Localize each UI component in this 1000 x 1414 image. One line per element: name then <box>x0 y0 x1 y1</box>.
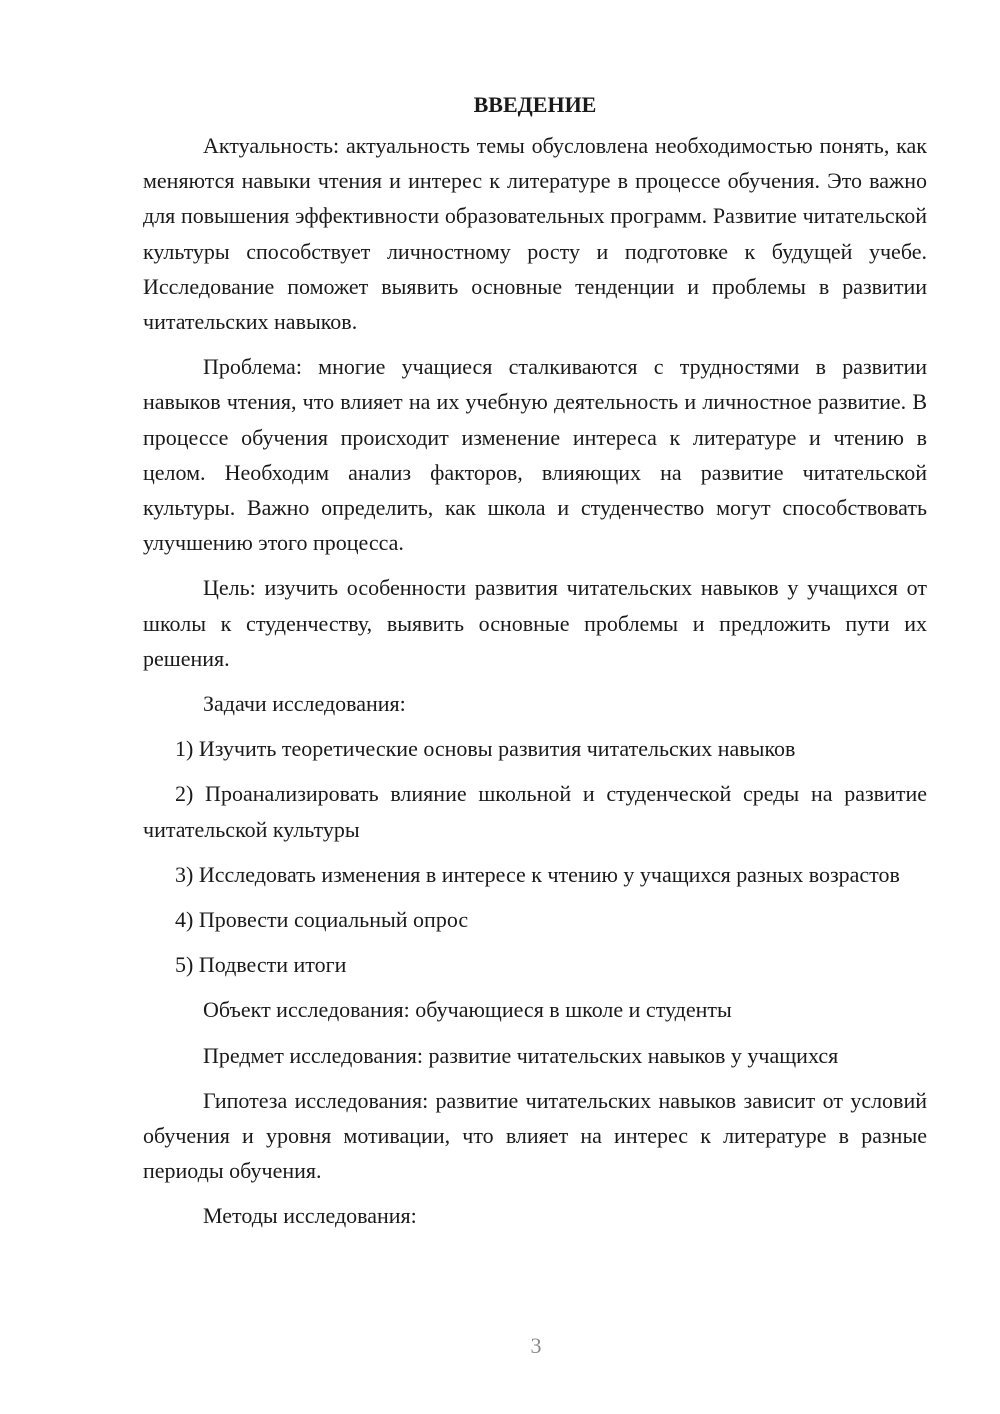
task-item-5: 5) Подвести итоги <box>175 952 347 978</box>
task-item-2: 2) Проанализировать влияние школьной и студенческой среды на развитие читательской культуры <box>143 781 927 842</box>
task-item-4: 4) Провести социальный опрос <box>175 907 469 933</box>
task-item-1: 1) Изучить теоретические основы развития читательских навыков <box>175 736 796 762</box>
problem-paragraph: Проблема: многие учащиеся сталкиваются с трудностями в развитии навыков чтения, что влияет на их учебную деятельность и личностное развитие. В процессе обучения происходит изменение интереса к литературе и чтению в целом. Необходим анализ факторов, влияющих на развитие читательской культуры. Важно определить, как школа и студенчество могут способствовать улучшению этого процесса. <box>143 354 927 556</box>
methods-heading: Методы исследования: <box>203 1203 417 1229</box>
page-number: 3 <box>530 1333 542 1358</box>
hypothesis-paragraph: Гипотеза исследования: развитие читательских навыков зависит от условий обучения и уровня мотивации, что влияет на интерес к литературе в разные периоды обучения. <box>143 1087 927 1184</box>
relevance-paragraph: Актуальность: актуальность темы обусловлена необходимостью понять, как меняются навыки чтения и интерес к литературе в процессе обучения. Это важно для повышения эффективности образовательных программ. Развитие читательской культуры способствует личностному росту и подготовке к будущей учебе. Исследование поможет выявить основные тенденции и проблемы в развитии читательских навыков. <box>143 133 927 335</box>
task-item-3: 3) Исследовать изменения в интересе к чтению у учащихся разных возрастов <box>175 861 900 887</box>
document-page <box>143 90 927 1244</box>
subject-paragraph: Предмет исследования: развитие читательских навыков у учащихся <box>203 1042 839 1068</box>
section-title: ВВЕДЕНИЕ <box>473 92 597 117</box>
tasks-heading: Задачи исследования: <box>203 691 406 717</box>
object-paragraph: Объект исследования: обучающиеся в школе и студенты <box>203 997 732 1023</box>
goal-paragraph: Цель: изучить особенности развития читательских навыков у учащихся от школы к студенчеству, выявить основные проблемы и предложить пути их решения. <box>143 575 927 671</box>
